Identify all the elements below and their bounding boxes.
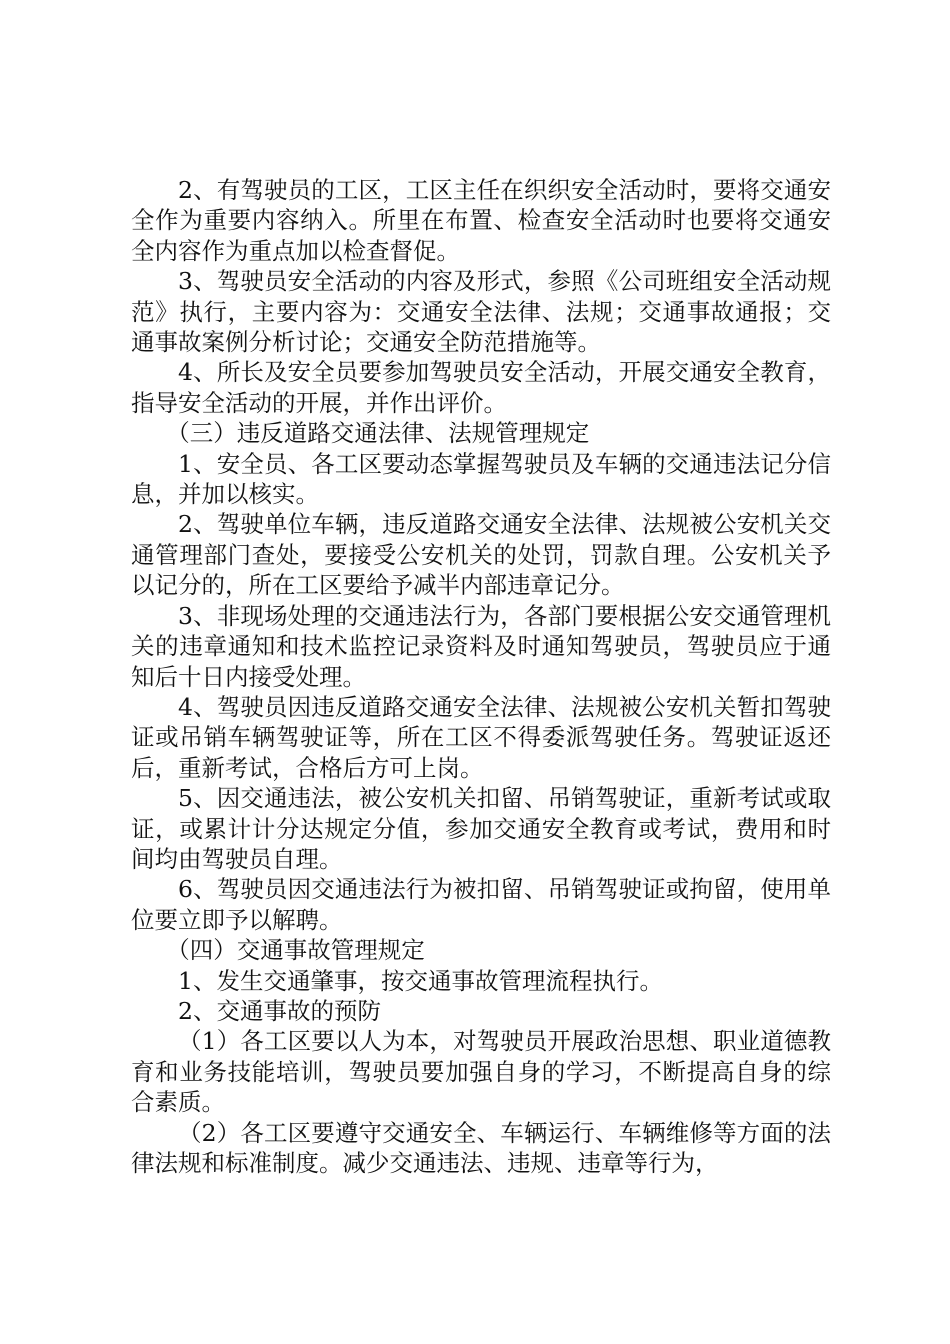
paragraph-7: 4、驾驶员因违反道路交通安全法律、法规被公安机关暂扣驾驶证或吊销车辆驾驶证等，所在工区不得委派驾驶任务。驾驶证返还后，重新考试，合格后方可上岗。 (131, 692, 831, 782)
paragraph-3: 4、所长及安全员要参加驾驶员安全活动，开展交通安全教育，指导安全活动的开展，并作出评价。 (131, 358, 831, 417)
paragraph-10: 1、发生交通肇事，按交通事故管理流程执行。 (178, 966, 663, 995)
paragraph-9: 6、驾驶员因交通违法行为被扣留、吊销驾驶证或拘留，使用单位要立即予以解聘。 (131, 875, 831, 934)
paragraph-6: 3、非现场处理的交通违法行为，各部门要根据公安交通管理机关的违章通知和技术监控记录资料及时通知驾驶员，驾驶员应于通知后十日内接受处理。 (131, 601, 831, 691)
paragraph-4: 1、安全员、各工区要动态掌握驾驶员及车辆的交通违法记分信息，并加以核实。 (131, 449, 831, 509)
paragraph-1: 2、有驾驶员的工区，工区主任在织织安全活动时，要将交通安全作为重要内容纳入。所里在布置、检查安全活动时也要将交通安全内容作为重点加以检查督促。 (131, 176, 831, 265)
paragraph-13: （2）各工区要遵守交通安全、车辆运行、车辆维修等方面的法律法规和标准制度。减少交通违法、违规、违章等行为， (131, 1118, 831, 1177)
paragraph-5: 2、驾驶单位车辆，违反道路交通安全法律、法规被公安机关交通管理部门查处，要接受公安机关的处罚，罚款自理。公安机关予以记分的，所在工区要给予减半内部违章记分。 (131, 510, 831, 600)
paragraph-12: （1）各工区要以人为本，对驾驶员开展政治思想、职业道德教育和业务技能培训，驾驶员要加强自身的学习，不断提高自身的综合素质。 (131, 1027, 831, 1117)
section-heading-3: （三）违反道路交通法律、法规管理规定 (166, 419, 590, 448)
paragraph-8: 5、因交通违法，被公安机关扣留、吊销驾驶证，重新考试或取证，或累计计分达规定分值，参加交通安全教育或考试，费用和时间均由驾驶员自理。 (131, 784, 831, 873)
section-heading-4: （四）交通事故管理规定 (166, 936, 425, 965)
paragraph-2: 3、驾驶员安全活动的内容及形式，参照《公司班组安全活动规范》执行，主要内容为：交通安全法律、法规；交通事故通报；交通事故案例分析讨论；交通安全防范措施等。 (131, 267, 831, 357)
paragraph-11: 2、交通事故的预防 (178, 996, 381, 1025)
document-page (131, 175, 831, 1178)
